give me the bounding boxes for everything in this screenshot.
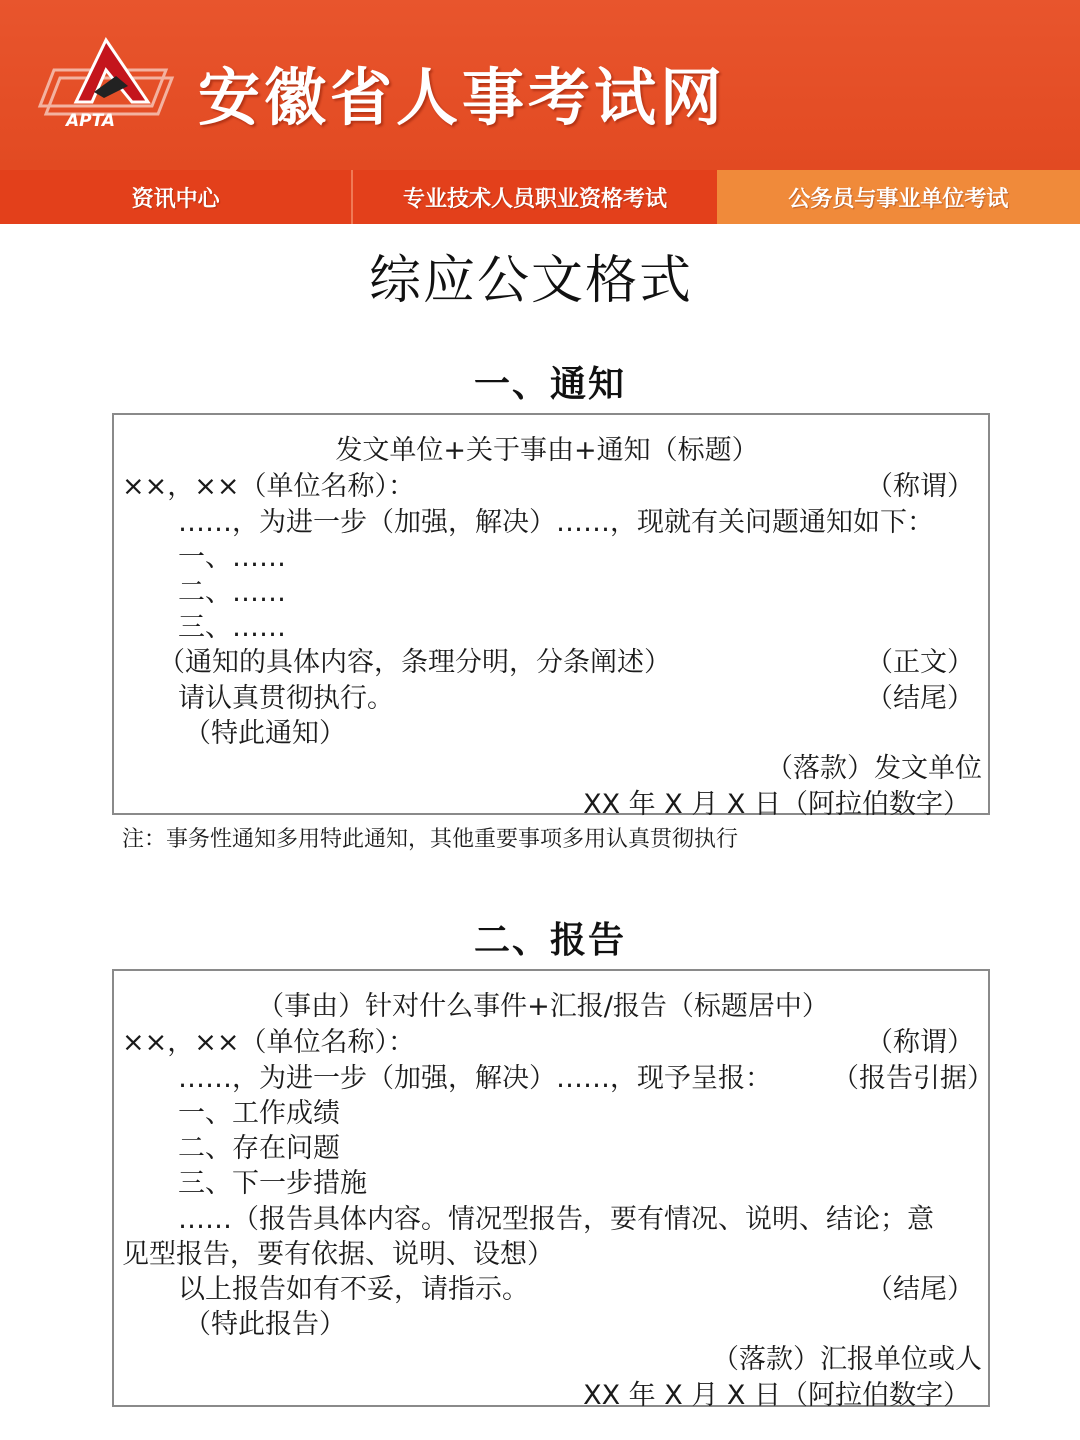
report-body-line: 见型报告，要有依据、说明、设想） — [122, 1239, 554, 1270]
site-title[interactable]: 安徽省人事考试网 — [198, 61, 727, 134]
report-intro: ……，为进一步（加强，解决）……，现予呈报： — [178, 1063, 772, 1094]
nav-item-professional-exams[interactable]: 专业技术人员职业资格考试 — [403, 186, 668, 212]
notice-footnote: 注：事务性通知多用特此通知，其他重要事项多用认真贯彻执行 — [122, 827, 739, 852]
logo-text: APTA — [66, 111, 116, 131]
report-signature: （落款）汇报单位或人 — [712, 1344, 982, 1375]
notice-closing-tag: （结尾） — [866, 683, 974, 714]
report-special: （特此报告） — [184, 1309, 346, 1340]
notice-signature: （落款）发文单位 — [766, 753, 982, 784]
report-item: 三、下一步措施 — [178, 1168, 367, 1199]
report-intro-tag: （报告引据） — [832, 1063, 994, 1094]
apta-logo-icon[interactable] — [36, 36, 176, 136]
main-nav — [0, 170, 1080, 224]
report-date: XX 年 X 月 X 日（阿拉伯数字） — [583, 1380, 970, 1411]
report-body-line: ……（报告具体内容。情况型报告，要有情况、说明、结论；意 — [178, 1204, 934, 1235]
notice-salutation: ××，××（单位名称）： — [122, 471, 415, 502]
report-salutation-tag: （称谓） — [866, 1027, 974, 1058]
notice-body-tag: （正文） — [866, 647, 974, 678]
site-header — [0, 0, 1080, 170]
notice-item: 一、…… — [178, 542, 286, 573]
notice-special: （特此通知） — [184, 718, 346, 749]
report-title-line: （事由）针对什么事件+汇报/报告（标题居中） — [257, 991, 829, 1022]
notice-salutation-tag: （称谓） — [866, 471, 974, 502]
report-salutation: ××，××（单位名称）： — [122, 1027, 415, 1058]
report-closing: 以上报告如有不妥，请指示。 — [178, 1274, 529, 1305]
notice-date: XX 年 X 月 X 日（阿拉伯数字） — [583, 789, 970, 820]
report-item: 二、存在问题 — [178, 1133, 340, 1164]
notice-heading: 一、通知 — [473, 364, 626, 405]
page-title: 综应公文格式 — [368, 251, 693, 311]
report-item: 一、工作成绩 — [178, 1098, 340, 1129]
notice-title-line: 发文单位+关于事由+通知（标题） — [335, 435, 759, 466]
nav-item-civil-service-exams[interactable]: 公务员与事业单位考试 — [717, 170, 1080, 224]
notice-closing: 请认真贯彻执行。 — [178, 683, 394, 714]
notice-intro: ……，为进一步（加强，解决）……，现就有关问题通知如下： — [178, 507, 934, 538]
notice-item: 三、…… — [178, 612, 286, 643]
notice-body-desc: （通知的具体内容，条理分明，分条阐述） — [158, 647, 671, 678]
nav-item-news[interactable]: 资讯中心 — [0, 170, 353, 224]
report-closing-tag: （结尾） — [866, 1274, 974, 1305]
notice-item: 二、…… — [178, 577, 286, 608]
report-heading: 二、报告 — [473, 920, 626, 961]
